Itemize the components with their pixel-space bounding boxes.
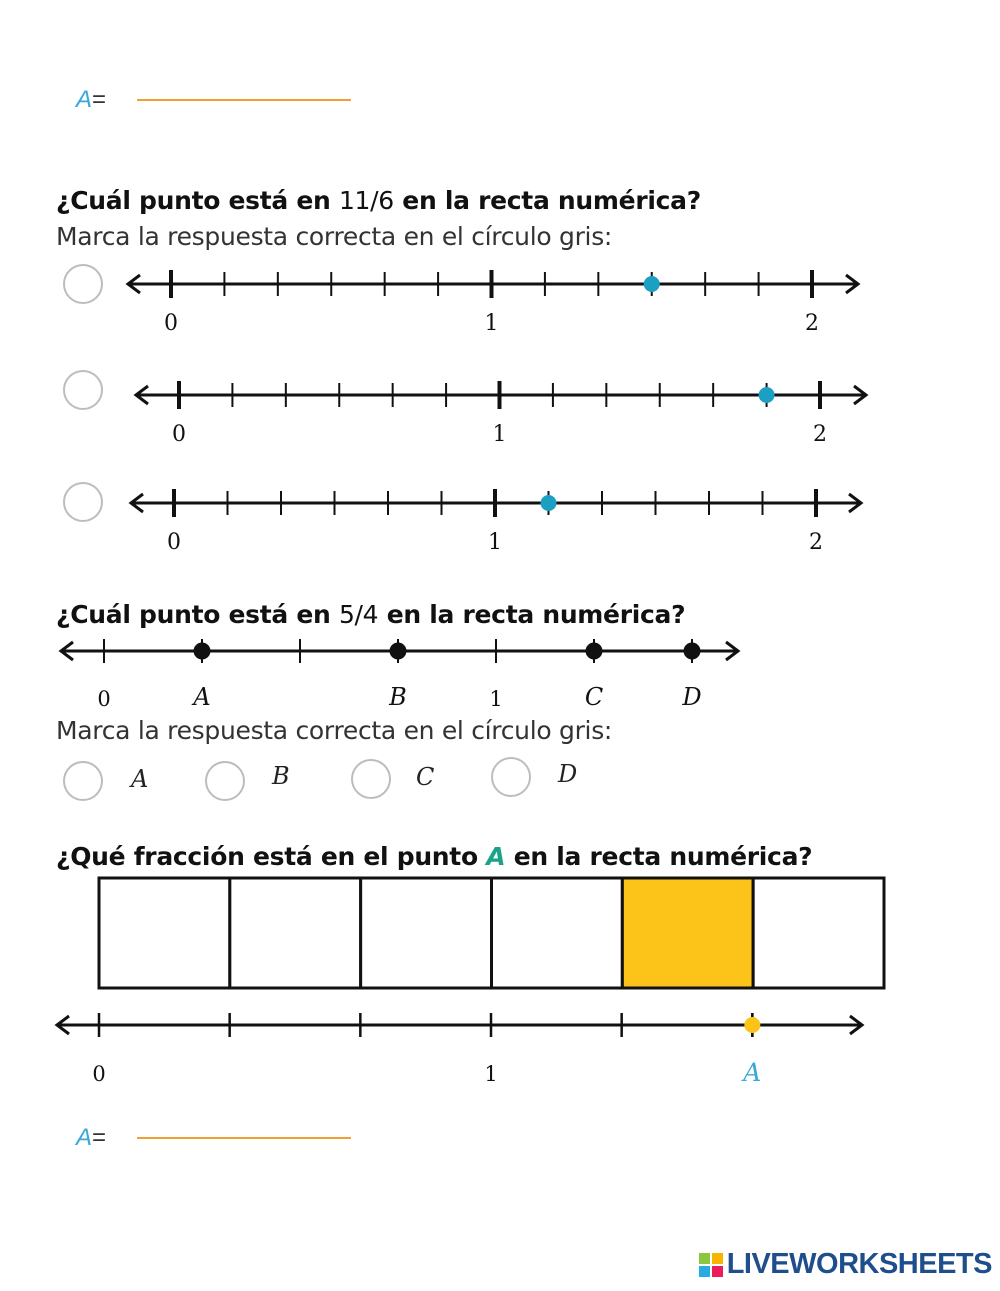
q2-option-d-radio[interactable] <box>491 757 531 797</box>
q2-point-c <box>586 643 603 660</box>
q2-tick-label: 1 <box>489 687 503 711</box>
q1-line-2-point <box>759 387 775 403</box>
q2-point-a <box>194 643 211 660</box>
q2-point-b <box>390 643 407 660</box>
q1-number-lines <box>0 0 1000 560</box>
q1-line-2-tick-label: 2 <box>813 422 827 447</box>
q2-point-label: C <box>584 683 604 711</box>
answer-label-bottom: A= <box>76 1124 107 1151</box>
q2-point-d <box>684 643 701 660</box>
q1-line-1-tick-label: 2 <box>805 311 819 336</box>
q2-option-a-radio[interactable] <box>63 761 103 801</box>
q1-line-2-tick-label: 0 <box>172 422 186 447</box>
q2-number-line <box>0 620 1000 720</box>
q1-line-3-point <box>541 495 557 511</box>
question-3-title: ¿Qué fracción está en el punto A en la recta numérica? <box>56 842 813 871</box>
q3-point-a <box>744 1017 760 1033</box>
q2-point-label: A <box>193 683 211 711</box>
q3-bar-cell <box>99 878 230 988</box>
q2-option-b-radio[interactable] <box>205 761 245 801</box>
q2-point-label: B <box>389 683 407 711</box>
question-2-instruction: Marca la respuesta correcta en el círculo gris: <box>56 716 613 745</box>
q2-option-d-label: D <box>558 760 578 788</box>
q1-line-1-point <box>644 276 660 292</box>
liveworksheets-logo-icon <box>699 1253 723 1277</box>
q3-tick-label: 1 <box>484 1062 498 1086</box>
q2-tick-label: 0 <box>97 687 111 711</box>
q3-bar-cell <box>361 878 492 988</box>
q1-line-3-tick-label: 2 <box>809 530 823 555</box>
q2-option-b-label: B <box>272 762 290 790</box>
q3-bar-cell <box>753 878 884 988</box>
q1-line-3-tick-label: 1 <box>488 530 502 555</box>
question-1-title: ¿Cuál punto está en 11/6 en la recta numérica? <box>56 186 701 215</box>
q1-line-3-tick-label: 0 <box>167 530 181 555</box>
q2-option-c-label: C <box>416 763 435 791</box>
liveworksheets-logo-text: LIVEWORKSHEETS <box>726 1248 992 1280</box>
q1-line-1-tick-label: 1 <box>484 311 499 336</box>
q2-option-c-radio[interactable] <box>351 759 391 799</box>
q3-point-label: A <box>743 1058 762 1087</box>
answer-input-bottom[interactable] <box>137 1137 351 1139</box>
q1-line-1-tick-label: 0 <box>164 311 178 336</box>
q2-option-a-label: A <box>131 765 149 793</box>
q3-bar-cell <box>492 878 623 988</box>
q1-line-2-tick-label: 1 <box>492 422 507 447</box>
q2-point-label: D <box>682 683 702 711</box>
question-2-title: ¿Cuál punto está en 5/4 en la recta numérica? <box>56 600 686 629</box>
q3-bar-cell <box>622 878 753 988</box>
q3-fraction-bar-and-line <box>0 860 1000 1100</box>
q3-tick-label: 0 <box>92 1062 106 1086</box>
q3-bar-cell <box>230 878 361 988</box>
liveworksheets-logo <box>699 1248 992 1281</box>
answer-label-top: A= <box>76 86 107 113</box>
question-1-instruction: Marca la respuesta correcta en el círculo gris: <box>56 222 613 251</box>
